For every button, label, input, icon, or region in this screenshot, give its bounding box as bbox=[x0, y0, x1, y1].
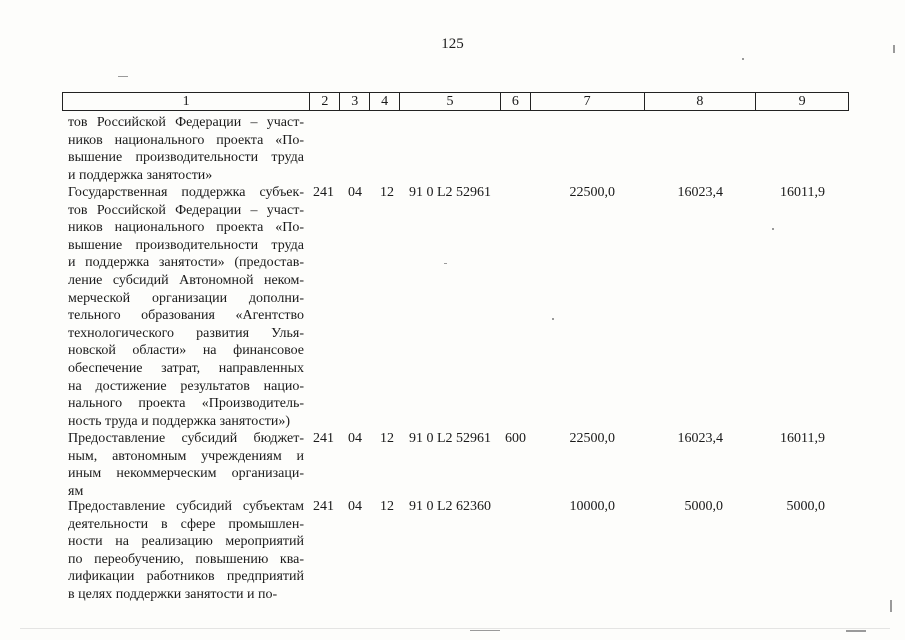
cell-target-article: 91 0 L2 52961 bbox=[409, 431, 492, 446]
desc-line: Предоставление субсидий субъектам bbox=[68, 499, 304, 514]
desc-line: ников национального проекта «По- bbox=[68, 132, 304, 148]
desc-line: в целях поддержки занятости и по- bbox=[68, 586, 278, 602]
header-col-9: 9 bbox=[798, 94, 806, 109]
cell-podrazdel: 12 bbox=[380, 431, 394, 446]
desc-line: иным некоммерческим организаци- bbox=[68, 466, 304, 482]
cell-expense-type: 600 bbox=[505, 431, 526, 446]
cell-podrazdel: 12 bbox=[380, 499, 394, 514]
desc-line: тов Российской Федерации – участ- bbox=[68, 202, 304, 218]
cell-amount-col8: 16023,4 bbox=[677, 431, 723, 446]
cell-amount-col7: 22500,0 bbox=[569, 431, 615, 446]
header-col-1: 1 bbox=[63, 93, 310, 110]
desc-line: мерческой организации дополни- bbox=[68, 290, 304, 306]
desc-line: ление субсидий Автономной неком- bbox=[68, 272, 304, 288]
desc-line: ность труда и поддержка занятости») bbox=[68, 413, 291, 429]
desc-line: Предоставление субсидий бюджет- bbox=[68, 431, 304, 446]
desc-line: новской области» на финансовое bbox=[68, 343, 304, 359]
desc-line: ников национального проекта «По- bbox=[68, 220, 304, 236]
desc-line: тов Российской Федерации – участ- bbox=[68, 115, 304, 130]
cell-razdel: 04 bbox=[348, 185, 362, 200]
cell-amount-col7: 22500,0 bbox=[569, 185, 615, 200]
cell-ved: 241 bbox=[313, 431, 334, 446]
desc-line: ям bbox=[68, 483, 84, 499]
header-col-2: 2 bbox=[310, 93, 340, 110]
cell-razdel: 04 bbox=[348, 499, 362, 514]
cell-amount-col9: 16011,9 bbox=[780, 185, 825, 200]
desc-line: и поддержка занятости» (предостав- bbox=[68, 255, 304, 271]
desc-line: ным, автономным учреждениям и bbox=[68, 448, 304, 464]
cell-amount-col7: 10000,0 bbox=[569, 499, 615, 514]
desc-line: ности на реализацию мероприятий bbox=[68, 534, 304, 550]
cell-amount-col8: 5000,0 bbox=[684, 499, 723, 514]
desc-line: и поддержка занятости» bbox=[68, 167, 213, 183]
desc-line: технологического развития Улья- bbox=[68, 325, 304, 341]
desc-line: вышение производительности труда bbox=[68, 237, 304, 253]
cell-amount-col8: 16023,4 bbox=[677, 185, 723, 200]
desc-line: по переобучению, повышению ква- bbox=[68, 551, 304, 567]
cell-ved: 241 bbox=[313, 499, 334, 514]
header-col-6: 6 bbox=[501, 93, 531, 110]
cell-razdel: 04 bbox=[348, 431, 362, 446]
row-description bbox=[68, 430, 304, 500]
desc-line: деятельности в сфере промышлен- bbox=[68, 516, 304, 532]
cell-ved: 241 bbox=[313, 185, 334, 200]
header-col-7: 7 bbox=[531, 93, 645, 110]
desc-line: нального проекта «Производитель- bbox=[68, 396, 304, 412]
header-col-3: 3 bbox=[340, 93, 370, 110]
cell-amount-col9: 5000,0 bbox=[786, 499, 825, 514]
cell-target-article: 91 0 L2 52961 bbox=[409, 185, 492, 200]
desc-line: Государственная поддержка субъек- bbox=[68, 185, 304, 200]
table-header bbox=[62, 92, 849, 111]
desc-line: вышение производительности труда bbox=[68, 150, 304, 166]
header-col-4: 4 bbox=[370, 93, 400, 110]
row-description bbox=[68, 114, 304, 184]
header-col-5: 5 bbox=[400, 93, 501, 110]
desc-line: тельного образования «Агентство bbox=[68, 308, 304, 324]
row-description bbox=[68, 498, 304, 604]
header-col-8: 8 bbox=[645, 93, 757, 110]
cell-amount-col9: 16011,9 bbox=[780, 431, 825, 446]
desc-line: обеспечение затрат, направленных bbox=[68, 360, 304, 376]
row-description bbox=[68, 184, 304, 430]
desc-line: лификации работников предприятий bbox=[68, 569, 304, 585]
page-number: 125 bbox=[441, 36, 464, 52]
desc-line: на достижение результатов нацио- bbox=[68, 378, 304, 394]
cell-podrazdel: 12 bbox=[380, 185, 394, 200]
cell-target-article: 91 0 L2 62360 bbox=[409, 499, 492, 514]
